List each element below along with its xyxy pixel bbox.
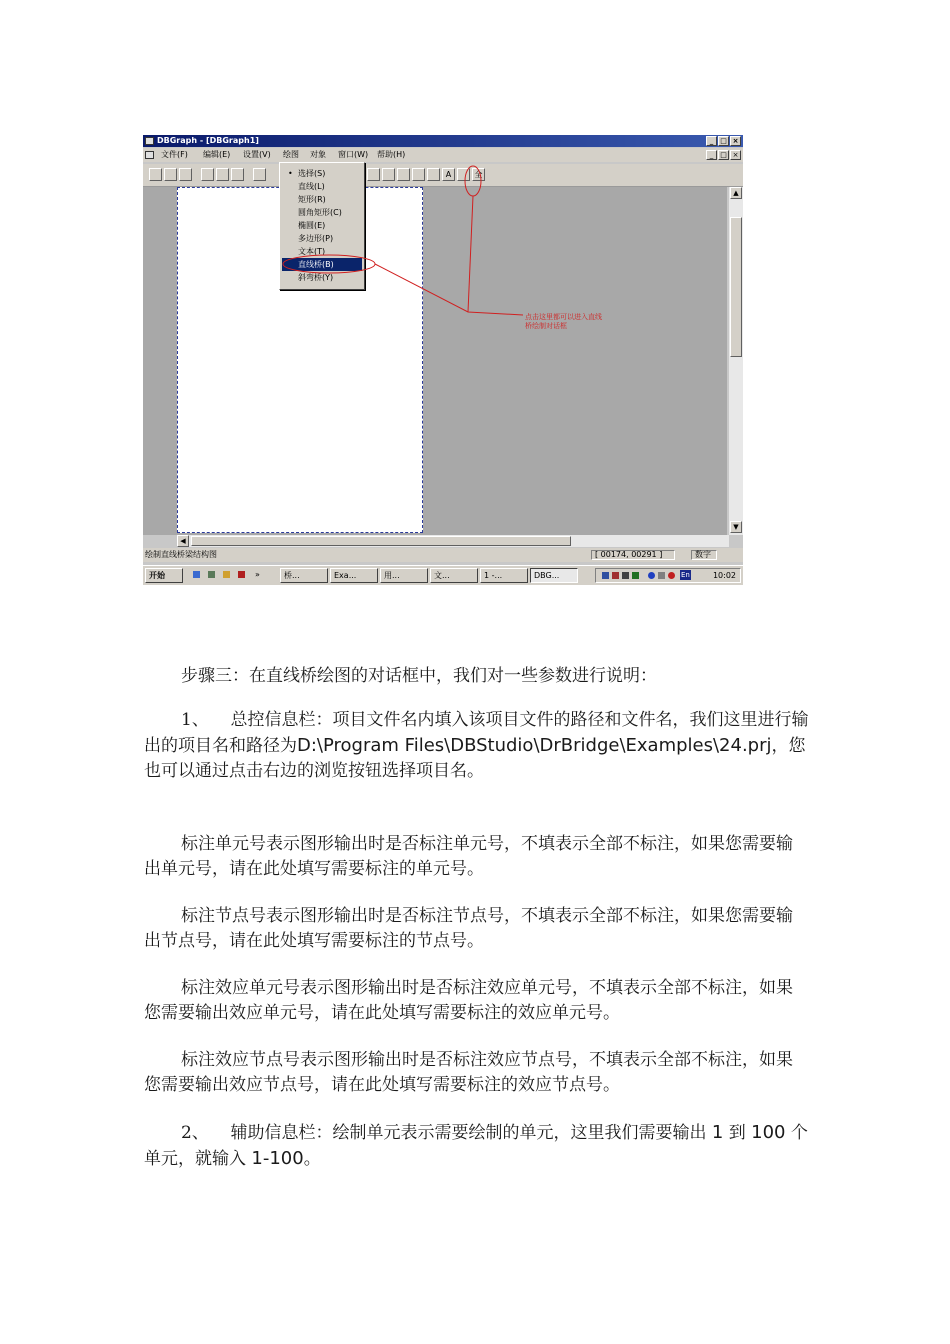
task-examples[interactable]: Exa...: [330, 568, 378, 583]
check-bullet-icon: •: [288, 169, 293, 178]
text-tool-button[interactable]: A: [442, 168, 455, 181]
dd-item-select[interactable]: • 选择(S): [288, 169, 326, 178]
tray-antenna-icon[interactable]: [632, 572, 639, 579]
menu-settings[interactable]: 设置(V): [243, 150, 271, 159]
outlook-icon[interactable]: [223, 571, 230, 578]
taskbar: [143, 565, 743, 585]
quicklaunch-chevron[interactable]: »: [255, 570, 260, 579]
item-2-period: 。: [303, 1149, 321, 1169]
status-bar: [143, 548, 743, 562]
horizontal-scrollbar[interactable]: [177, 535, 729, 547]
item-2-text-a: 辅助信息栏：绘制单元表示需要绘制的单元，这里我们需要输出: [230, 1123, 707, 1143]
menu-edit[interactable]: 编辑(E): [203, 150, 231, 159]
mdi-minimize-button[interactable]: _: [706, 150, 717, 160]
window-title: DBGraph - [DBGraph1]: [157, 136, 259, 145]
ie-icon[interactable]: [193, 571, 200, 578]
tray-eye-icon[interactable]: [648, 572, 655, 579]
scroll-left-arrow-icon[interactable]: ◀: [177, 535, 189, 547]
dd-item-straight-bridge[interactable]: 直线桥(B): [282, 258, 362, 271]
scroll-down-arrow-icon[interactable]: ▼: [730, 521, 742, 533]
print-icon[interactable]: [253, 168, 266, 181]
rounded-rect-tool-icon[interactable]: [397, 168, 410, 181]
open-folder-icon[interactable]: [164, 168, 177, 181]
task-one[interactable]: 1 -...: [480, 568, 528, 583]
tray-printer-icon[interactable]: [622, 572, 629, 579]
task-dbgraph[interactable]: DBG...: [530, 568, 578, 583]
system-tray: [595, 568, 741, 583]
draw-menu-dropdown: [279, 162, 365, 290]
menu-file[interactable]: 文件(F): [161, 150, 188, 159]
drawing-canvas[interactable]: [143, 187, 727, 535]
effect-unit-paragraph: 标注效应单元号表示图形输出时是否标注效应单元号，不填表示全部不标注，如果您需要输出效应单元号，请在此处填写需要标注的效应单元号。: [144, 978, 793, 1023]
annotation-line-1: 点击这里都可以进入直线: [525, 313, 602, 321]
item-2-end: 100: [751, 1122, 786, 1143]
minimize-button[interactable]: _: [706, 136, 717, 146]
task-usage[interactable]: 用...: [380, 568, 428, 583]
rectangle-tool-icon[interactable]: [382, 168, 395, 181]
status-coords: [ 00174, 00291 ]: [595, 550, 663, 559]
dd-item-line[interactable]: 直线(L): [298, 182, 325, 191]
item-2-number: 2、: [181, 1123, 209, 1143]
mdi-restore-button[interactable]: □: [718, 150, 729, 160]
effect-node-paragraph: 标注效应节点号表示图形输出时是否标注效应节点号，不填表示全部不标注，如果您需要输出效应节点号，请在此处填写需要标注的效应节点号。: [144, 1050, 793, 1095]
copy-icon[interactable]: [216, 168, 229, 181]
title-bar: [143, 135, 743, 147]
dd-item-ellipse[interactable]: 椭圆(E): [298, 221, 326, 230]
item-2-mid: 到: [728, 1123, 746, 1143]
item-1-text-b: ，您也可以通过点击右边的浏览按钮选择项目名。: [144, 736, 806, 781]
mdi-close-button[interactable]: ×: [730, 150, 741, 160]
all-button[interactable]: 全: [472, 168, 485, 181]
horizontal-scroll-thumb[interactable]: [191, 536, 571, 546]
status-mode: 数字: [695, 550, 711, 559]
app-screenshot: [143, 135, 743, 585]
vertical-scroll-thumb[interactable]: [730, 217, 742, 357]
annotation-callout: [525, 313, 602, 331]
app-icon: [145, 137, 154, 145]
item-2-text-b: 个单元，就输入: [144, 1123, 808, 1169]
unit-number-paragraph: 标注单元号表示图形输出时是否标注单元号，不填表示全部不标注，如果您需要输出单元号，请在此处填写需要标注的单元号。: [144, 834, 793, 879]
dd-item-rect[interactable]: 矩形(R): [298, 195, 326, 204]
dd-item-rounded-rect[interactable]: 圆角矩形(C): [298, 208, 342, 217]
task-bridge[interactable]: 桥...: [280, 568, 328, 583]
status-message: 绘制直线桥梁结构图: [145, 550, 217, 559]
tray-app-icon[interactable]: [612, 572, 619, 579]
quicklaunch-app-icon[interactable]: [238, 571, 245, 578]
item-2-paragraph: [144, 1120, 809, 1172]
start-button[interactable]: 开始: [145, 568, 183, 583]
polygon-tool-icon[interactable]: [427, 168, 440, 181]
maximize-button[interactable]: □: [718, 136, 729, 146]
dd-item-polygon[interactable]: 多边形(P): [298, 234, 334, 243]
menu-window[interactable]: 窗口(W): [338, 150, 369, 159]
straight-bridge-tool-icon[interactable]: [457, 168, 470, 181]
tray-volume-icon[interactable]: [658, 572, 665, 579]
close-button[interactable]: ×: [730, 136, 741, 146]
vertical-scrollbar[interactable]: [729, 187, 743, 535]
cut-icon[interactable]: [201, 168, 214, 181]
ellipse-tool-icon[interactable]: [412, 168, 425, 181]
annotation-line-2: 桥绘制对话框: [525, 322, 567, 330]
node-number-paragraph: 标注节点号表示图形输出时是否标注节点号，不填表示全部不标注，如果您需要输出节点号，请在此处填写需要标注的节点号。: [144, 906, 793, 951]
menu-help[interactable]: 帮助(H): [377, 150, 406, 159]
line-tool-icon[interactable]: [367, 168, 380, 181]
item-1-paragraph: [144, 708, 809, 784]
item-2-range: 1-100: [251, 1148, 304, 1169]
menu-draw[interactable]: 绘图: [283, 150, 299, 159]
item-2-start: 1: [711, 1122, 724, 1143]
dd-item-text[interactable]: 文本(T): [298, 247, 326, 256]
tray-stop-icon[interactable]: [668, 572, 675, 579]
paste-icon[interactable]: [231, 168, 244, 181]
menu-bar: [143, 148, 743, 162]
project-path: D:\Program Files\DBStudio\DrBridge\Examples\24.prj: [297, 735, 772, 756]
tray-language-indicator[interactable]: En: [681, 571, 690, 579]
item-1-number: 1、: [181, 710, 209, 730]
task-doc[interactable]: 文...: [430, 568, 478, 583]
save-icon[interactable]: [179, 168, 192, 181]
dd-item-skew-bridge[interactable]: 斜弯桥(Y): [298, 273, 334, 282]
item-1-text-a: 总控信息栏：项目文件名内填入该项目文件的路径和文件名，我们这里进行输出的项目名和路径为: [144, 710, 809, 756]
toolbar: [143, 164, 743, 187]
tray-network-icon[interactable]: [602, 572, 609, 579]
document-icon: [145, 151, 154, 159]
desktop-icon[interactable]: [208, 571, 215, 578]
step-three-heading: 步骤三：在直线桥绘图的对话框中，我们对一些参数进行说明：: [181, 666, 657, 686]
menu-object[interactable]: 对象: [310, 150, 326, 159]
scroll-up-arrow-icon[interactable]: ▲: [730, 187, 742, 199]
clock: 10:02: [712, 571, 736, 580]
new-file-icon[interactable]: [149, 168, 162, 181]
